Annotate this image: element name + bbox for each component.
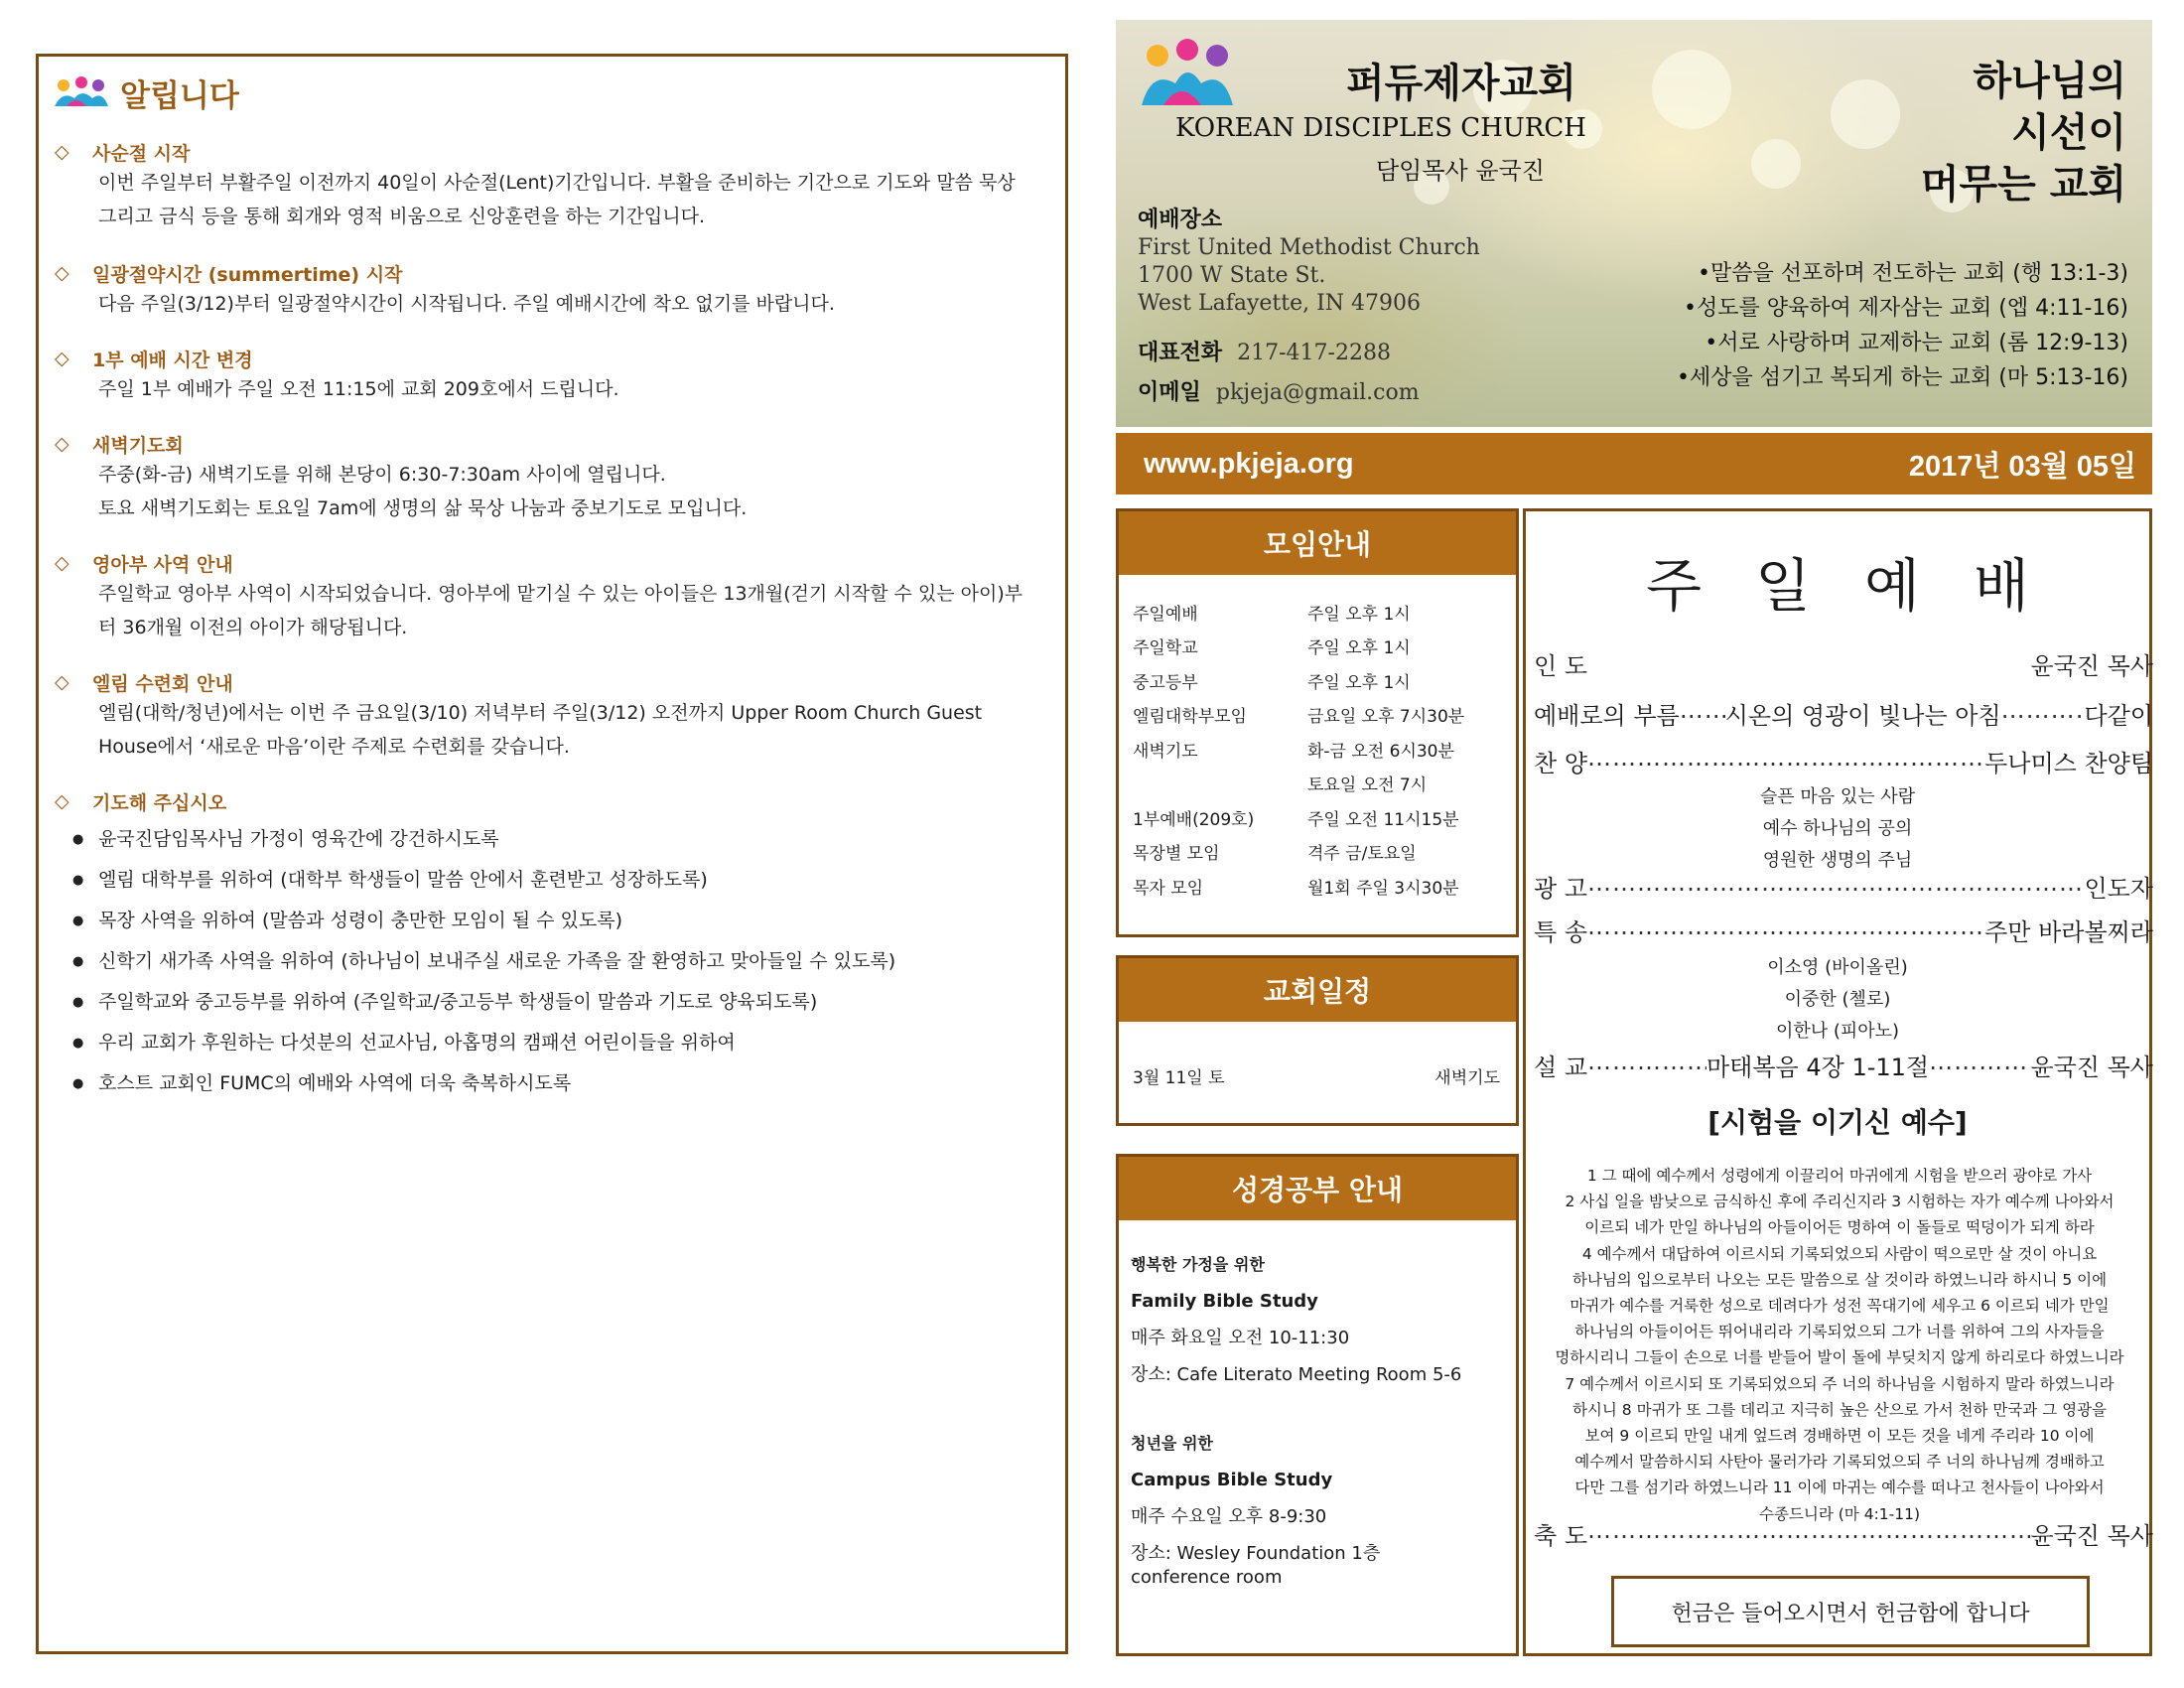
announcement-item [47, 668, 1049, 766]
announcement-text: 주일학교 영아부 사역이 시작되었습니다. 영아부에 맡기실 수 있는 아이들은 13개월(걷기 시작할 수 있는 아이)부 [98, 583, 1024, 605]
church-name-korean: 퍼듀제자교회 [1346, 61, 1576, 106]
meeting-time: 월1회 주일 3시30분 [1307, 878, 1459, 899]
diamond-bullet-icon: ◇ [55, 790, 69, 812]
announcement-heading: 영아부 사역 안내 [92, 553, 233, 576]
sermon-title [1526, 1101, 2149, 1141]
announcement-text: House에서 ‘새로운 마음’이란 주제로 수련회를 갖습니다. [98, 736, 570, 758]
scripture-line: 7 예수께서 이르시되 또 기록되었으되 주 너의 하나님을 시험하지 말라 하였느니라 [1565, 1374, 2115, 1393]
order-leader: 주만 바라볼찌라 [1984, 918, 2153, 946]
worship-place [1138, 207, 1480, 318]
meeting-row [1119, 800, 1516, 835]
scripture-line: 다만 그를 섬기라 하였느니라 11 이에 마귀는 예수를 떠나고 천사들이 나아와서 [1574, 1478, 2105, 1497]
meeting-time: 주일 오후 1시 [1307, 604, 1411, 625]
order-benediction [1534, 1516, 2153, 1551]
meetings-list [1119, 575, 1516, 904]
announcement-item [47, 787, 1049, 1104]
announcements-title: 알립니다 [120, 78, 239, 114]
diamond-bullet-icon: ◇ [55, 671, 69, 693]
announcement-item [47, 259, 1049, 323]
schedule-box [1116, 955, 1519, 1126]
bible-study-box [1116, 1154, 1519, 1656]
schedule-date: 3월 11일 토 [1133, 1068, 1225, 1088]
order-announcements [1534, 869, 2153, 904]
prayer-item: ● 우리 교회가 후원하는 다섯분의 선교사님, 아홉명의 캠패션 어린이들을 위하여 [72, 1023, 1049, 1063]
meeting-row [1119, 630, 1516, 664]
praise-song-list [1526, 781, 2149, 877]
meeting-row [1119, 869, 1516, 904]
meeting-time: 토요일 오전 7시 [1307, 775, 1428, 796]
study-name: Campus Bible Study [1131, 1470, 1333, 1490]
worship-order-box [1523, 508, 2152, 1656]
meeting-name: 엘림대학부모임 [1133, 707, 1247, 728]
announcement-item [47, 138, 1049, 237]
sermon-title-text: [시험을 이기신 예수] [1707, 1106, 1968, 1139]
performer: 이소영 (바이올린) [1767, 957, 1908, 978]
church-motto [1921, 56, 2126, 211]
email-info [1138, 375, 1420, 406]
place-line: West Lafayette, IN 47906 [1138, 291, 1422, 316]
order-invocation [1534, 646, 2153, 681]
vision-line: •서로 사랑하며 교제하는 교회 (롬 12:9-13) [1705, 331, 2128, 355]
bible-study-list [1119, 1220, 1516, 1590]
prayer-item: ● 엘림 대학부를 위하여 (대학부 학생들이 말씀 안에서 훈련받고 성장하도록) [72, 860, 1049, 901]
meeting-time: 금요일 오후 7시30분 [1307, 707, 1465, 728]
meeting-time: 주일 오후 1시 [1307, 638, 1411, 659]
order-special-song [1534, 913, 2153, 947]
announcement-heading: 사순절 시작 [92, 142, 191, 165]
website-link[interactable]: www.pkjeja.org [1144, 447, 1354, 480]
meeting-time: 격주 금/토요일 [1307, 844, 1417, 865]
meeting-time: 화-금 오전 6시30분 [1307, 741, 1454, 762]
scripture-passage [1534, 1163, 2145, 1527]
performer: 이중한 (첼로) [1784, 989, 1891, 1010]
prayer-item: ● 신학기 새가족 사역을 위하여 (하나님이 보내주실 새로운 가족을 잘 환영하고 맞아들일 수 있도록) [72, 941, 1049, 982]
performer-list [1526, 952, 2149, 1048]
meeting-name: 주일예배 [1133, 604, 1198, 625]
worship-title: 주일예배 [1645, 552, 2084, 620]
diamond-bullet-icon: ◇ [55, 141, 69, 163]
order-label: 축 도 [1534, 1522, 1587, 1550]
prayer-item: ● 윤국진담임목사님 가정이 영육간에 강건하시도록 [72, 819, 1049, 860]
order-leader: 윤국진 목사 [2030, 1054, 2153, 1081]
praise-song: 슬픈 마음 있는 사람 [1759, 786, 1916, 807]
order-call-to-worship [1534, 696, 2153, 731]
order-leader: 두나미스 찬양팀 [1984, 750, 2153, 777]
announcement-heading: 1부 예배 시간 변경 [92, 349, 253, 371]
order-label: 설 교 [1534, 1054, 1587, 1081]
place-line: 1700 W State St. [1138, 263, 1326, 288]
schedule-event: 새벽기도 [1434, 1068, 1500, 1088]
order-praise [1534, 744, 2153, 778]
schedule-title: 교회일정 [1119, 958, 1516, 1022]
meeting-row [1119, 732, 1516, 767]
schedule-row [1133, 1063, 1500, 1088]
vision-line: •말씀을 선포하며 전도하는 교회 (행 13:1-3) [1698, 261, 2128, 286]
announcement-text: 주일 1부 예배가 주일 오전 11:15에 교회 209호에서 드립니다. [98, 378, 619, 400]
study-audience: 행복한 가정을 위한 [1131, 1255, 1265, 1274]
phone-label: 대표전화 [1138, 341, 1223, 365]
praise-song: 예수 하나님의 공의 [1762, 818, 1913, 839]
meetings-title: 모임안내 [1119, 511, 1516, 575]
bible-study-title: 성경공부 안내 [1119, 1157, 1516, 1220]
motto-line: 하나님의 [1973, 59, 2126, 104]
prayer-item: ● 주일학교와 중고등부를 위하여 (주일학교/중고등부 학생들이 말씀과 기도로 양육되도록) [72, 982, 1049, 1023]
scripture-line: 하시니 8 마귀가 또 그를 데리고 지극히 높은 산으로 가서 천하 만국과 그 영광을 [1571, 1400, 2108, 1419]
meeting-name: 주일학교 [1133, 638, 1198, 659]
phone-number[interactable]: 217-417-2288 [1237, 341, 1391, 365]
church-name-english: KOREAN DISCIPLES CHURCH [1175, 113, 1586, 143]
announcement-item [47, 549, 1049, 646]
announcement-list [47, 138, 1049, 1126]
people-logo-icon [53, 76, 110, 110]
study-audience: 청년을 위한 [1131, 1434, 1213, 1453]
study-place: 장소: Cafe Literato Meeting Room 5-6 [1131, 1364, 1462, 1385]
scripture-line: 명하시리니 그들이 손으로 너를 받들어 발이 돌에 부딪치지 않게 하리로다 하였느니라 [1555, 1348, 2124, 1367]
phone-info [1138, 336, 1391, 366]
order-label: 특 송 [1534, 918, 1587, 946]
order-label: 예배로의 부름 [1534, 702, 1680, 730]
url-bar [1116, 433, 2152, 494]
order-label: 광 고 [1534, 875, 1587, 903]
study-time: 매주 수요일 오후 8-9:30 [1131, 1506, 1327, 1527]
scripture-line: 예수께서 말씀하시되 사탄아 물러가라 기록되었으되 주 너의 하나님께 경배하고 [1574, 1453, 2105, 1472]
announcement-text: 토요 새벽기도회는 토요일 7am에 생명의 삶 묵상 나눔과 중보기도로 모입니다. [98, 497, 748, 519]
header-banner [1116, 20, 2152, 427]
announcement-text: 다음 주일(3/12)부터 일광절약시간이 시작됩니다. 주일 예배시간에 착오 없기를 바랍니다. [98, 293, 835, 315]
scripture-line: 하나님의 아들이어든 뛰어내리라 기록되었으되 그가 너를 위하여 그의 사자들을 [1574, 1323, 2105, 1341]
meeting-row [1119, 767, 1516, 801]
order-leader: 윤국진 목사 [2030, 1522, 2153, 1550]
order-label: 찬 양 [1534, 750, 1587, 777]
order-detail: 마태복음 4장 1-11절 [1706, 1054, 1930, 1081]
bulletin-date: 2017년 03월 05일 [1908, 450, 2136, 483]
announcement-heading: 기도해 주십시오 [92, 791, 227, 814]
meetings-box [1116, 508, 1519, 937]
performer: 이한나 (피아노) [1775, 1021, 1900, 1042]
meeting-row [1119, 595, 1516, 630]
scripture-line: 2 사십 일을 밤낮으로 금식하신 후에 주리신지라 3 시험하는 자가 예수께 나아와서 [1565, 1193, 2115, 1211]
church-vision [1677, 256, 2128, 395]
place-line: First United Methodist Church [1138, 235, 1480, 260]
scripture-line: 보여 9 이르되 만일 내게 엎드려 경배하면 이 모든 것을 네게 주리라 10 이에 [1584, 1427, 2095, 1446]
offering-notice: 헌금은 들어오시면서 헌금함에 합니다 [1611, 1576, 2090, 1647]
scripture-line: 하나님의 입으로부터 나오는 모든 말씀으로 살 것이라 하였느니라 하시니 5 이에 [1571, 1270, 2108, 1289]
scripture-line: 이르되 네가 만일 하나님의 아들이어든 명하여 이 돌들로 떡덩이가 되게 하라 [1584, 1218, 2095, 1237]
motto-line: 머무는 교회 [1920, 162, 2126, 208]
meeting-row [1119, 698, 1516, 733]
diamond-bullet-icon: ◇ [55, 348, 69, 369]
announcement-text: 주중(화-금) 새벽기도를 위해 본당이 6:30-7:30am 사이에 열립니다. [98, 464, 666, 486]
study-place: 장소: Wesley Foundation 1층 [1131, 1543, 1381, 1564]
meeting-row [1119, 835, 1516, 870]
scripture-line: 4 예수께서 대답하여 이르시되 기록되었으되 사람이 떡으로만 살 것이 아니요 [1581, 1244, 2098, 1263]
meeting-time: 주일 오후 1시 [1307, 672, 1411, 693]
announcement-text: 그리고 금식 등을 통해 회개와 영적 비움으로 신앙훈련을 하는 기간입니다. [98, 206, 706, 227]
announcement-text: 터 36개월 이전의 아이가 해당됩니다. [98, 617, 408, 638]
meeting-name: 1부예배(209호) [1133, 809, 1255, 830]
order-sermon [1534, 1048, 2153, 1082]
order-detail: 시온의 영광이 빛나는 아침 [1724, 702, 2001, 730]
study-time: 매주 화요일 오전 10-11:30 [1131, 1328, 1350, 1348]
announcements-panel [36, 54, 1068, 1654]
prayer-list [72, 819, 1049, 1104]
senior-pastor: 담임목사 윤국진 [1376, 157, 1545, 185]
order-leader: 인도자 [2084, 875, 2153, 903]
vision-line: •성도를 양육하여 제자삼는 교회 (엡 4:11-16) [1684, 296, 2128, 321]
prayer-item: ● 호스트 교회인 FUMC의 예배와 사역에 더욱 축복하시도록 [72, 1063, 1049, 1104]
email-label: 이메일 [1138, 380, 1201, 405]
email-address[interactable]: pkjeja@gmail.com [1215, 380, 1420, 405]
announcement-text: 이번 주일부터 부활주일 이전까지 40일이 사순절(Lent)기간입니다. 부활을 준비하는 기간으로 기도와 말씀 묵상 [98, 172, 1016, 194]
meeting-time: 주일 오전 11시15분 [1307, 809, 1459, 830]
announcement-heading: 일광절약시간 (summertime) 시작 [92, 263, 403, 286]
announcement-text: 엘림(대학/청년)에서는 이번 주 금요일(3/10) 저녁부터 주일(3/12) 오전까지 Upper Room Church Guest [98, 702, 983, 724]
diamond-bullet-icon: ◇ [55, 552, 69, 574]
motto-line: 시선이 [2011, 110, 2126, 156]
praise-song: 영원한 생명의 주님 [1762, 850, 1913, 871]
meeting-name: 목장별 모임 [1133, 844, 1220, 865]
announcement-heading: 새벽기도회 [92, 434, 184, 457]
scripture-line: 마귀가 예수를 거룩한 성으로 데려다가 성전 꼭대기에 세우고 6 이르되 네가 만일 [1570, 1297, 2110, 1316]
order-leader: 다같이 [2084, 702, 2153, 730]
diamond-bullet-icon: ◇ [55, 262, 69, 284]
announcement-item [47, 430, 1049, 527]
church-logo-icon [1138, 36, 1237, 111]
study-place: conference room [1131, 1567, 1283, 1588]
scripture-line: 수종드니라 (마 4:1-11) [1758, 1504, 1921, 1523]
prayer-item: ● 목장 사역을 위하여 (말씀과 성령이 충만한 모임이 될 수 있도록) [72, 901, 1049, 941]
announcements-header [53, 70, 239, 115]
meeting-name: 목자 모임 [1133, 878, 1204, 899]
meeting-name: 새벽기도 [1133, 741, 1198, 762]
announcement-item [47, 345, 1049, 408]
meeting-row [1119, 663, 1516, 698]
vision-line: •세상을 섬기고 복되게 하는 교회 (마 5:13-16) [1677, 365, 2128, 390]
meeting-name: 중고등부 [1133, 672, 1198, 693]
order-leader: 윤국진 목사 [2030, 652, 2153, 680]
diamond-bullet-icon: ◇ [55, 433, 69, 455]
order-label: 인 도 [1534, 652, 1587, 680]
scripture-line: 1 그 때에 예수께서 성령에게 이끌리어 마귀에게 시험을 받으러 광야로 가사 [1586, 1167, 2093, 1185]
place-label: 예배장소 [1138, 208, 1223, 232]
study-name: Family Bible Study [1131, 1291, 1318, 1312]
announcement-heading: 엘림 수련회 안내 [92, 672, 233, 695]
